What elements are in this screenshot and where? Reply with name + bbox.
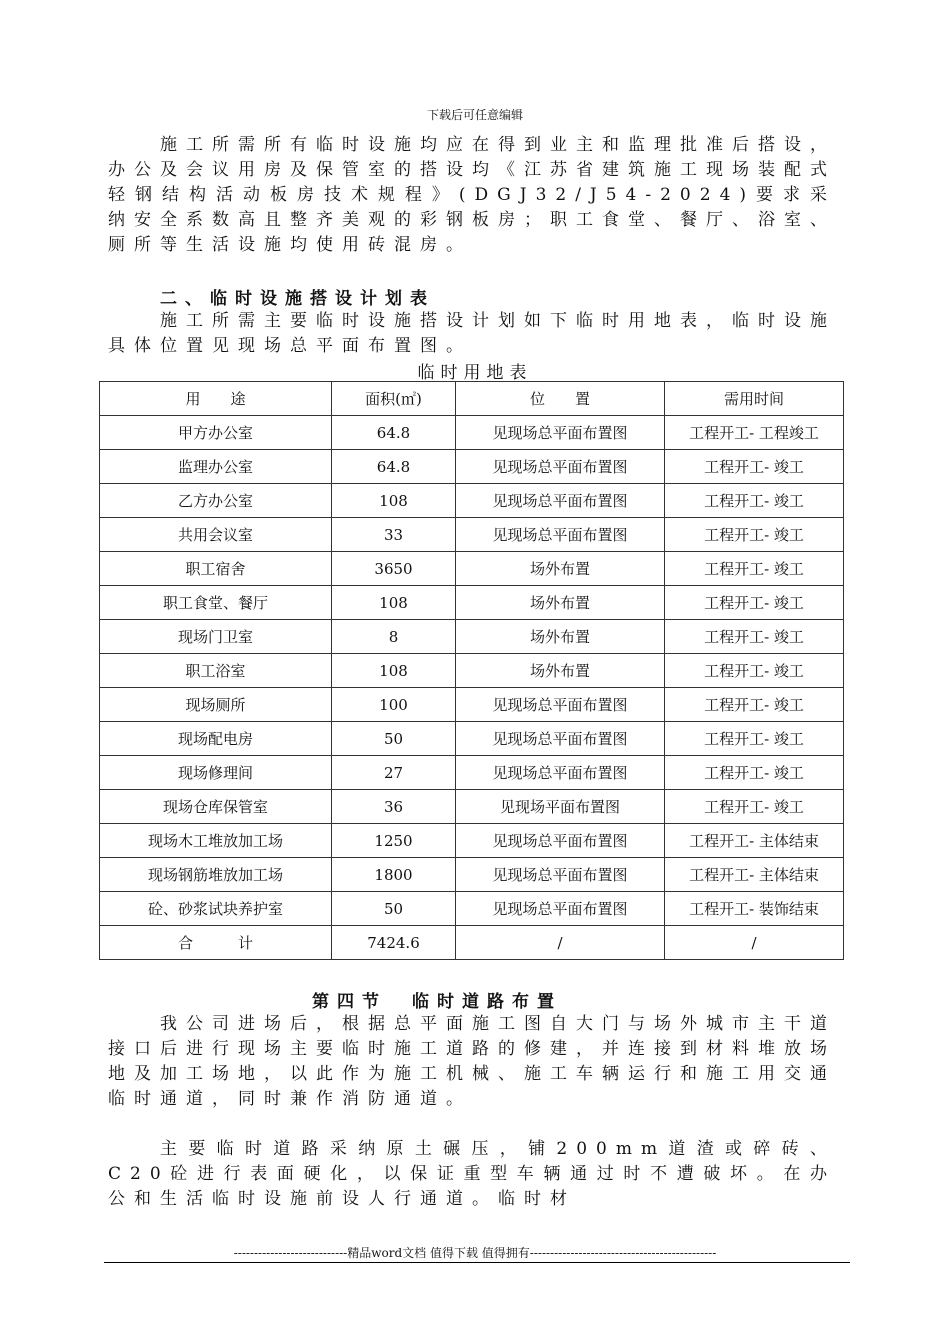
cell-purpose: 现场门卫室 [100,620,332,654]
cell-location: 见现场总平面布置图 [456,416,665,450]
cell-time: 工程开工- 主体结束 [665,858,844,892]
cell-time: 工程开工- 竣工 [665,450,844,484]
table-row [100,518,844,552]
table-row [100,892,844,926]
cell-location: 见现场总平面布置图 [456,858,665,892]
cell-time: 工程开工- 工程竣工 [665,416,844,450]
cell-purpose: 职工浴室 [100,654,332,688]
cell-purpose: 职工食堂、餐厅 [100,586,332,620]
cell-area: 36 [332,790,456,824]
cell-location: 见现场总平面布置图 [456,892,665,926]
table-caption: 临时用地表 [417,363,533,383]
table-row [100,450,844,484]
cell-location: 见现场总平面布置图 [456,824,665,858]
cell-purpose: 甲方办公室 [100,416,332,450]
cell-purpose: 乙方办公室 [100,484,332,518]
total-label: 合 计 [100,926,332,960]
table-header-row [100,382,844,416]
cell-time: 工程开工- 竣工 [665,722,844,756]
cell-location: 见现场平面布置图 [456,790,665,824]
paragraph-temporary-facilities: 施工所需所有临时设施均应在得到业主和监理批准后搭设，办公及会议用房及保管室的搭设均《江苏省建筑施工现场装配式轻钢结构活动板房技术规程》(DGJ32/J54-2024)要求采纳安全系数高且整齐美观的彩钢板房；职工食堂、餐厅、浴室、厕所等生活设施均使用砖混房。 [108,135,836,255]
cell-purpose: 砼、砂浆试块养护室 [100,892,332,926]
cell-purpose: 共用会议室 [100,518,332,552]
table-row [100,620,844,654]
cell-location: 见现场总平面布置图 [456,722,665,756]
cell-purpose: 现场钢筋堆放加工场 [100,858,332,892]
cell-area: 64.8 [332,450,456,484]
cell-purpose: 现场配电房 [100,722,332,756]
cell-area: 33 [332,518,456,552]
cell-location: 见现场总平面布置图 [456,450,665,484]
cell-location: 场外布置 [456,620,665,654]
cell-location: 见现场总平面布置图 [456,518,665,552]
cell-purpose: 现场木工堆放加工场 [100,824,332,858]
cell-purpose: 现场修理间 [100,756,332,790]
cell-time: 工程开工- 竣工 [665,484,844,518]
cell-time: 工程开工- 竣工 [665,552,844,586]
cell-area: 50 [332,892,456,926]
table-row [100,688,844,722]
cell-area: 64.8 [332,416,456,450]
paragraph-plan-intro: 施工所需主要临时设施搭设计划如下临时用地表，临时设施具体位置见现场总平面布置图。 [108,311,836,356]
cell-time: 工程开工- 竣工 [665,518,844,552]
total-area: 7424.6 [332,926,456,960]
table-row [100,790,844,824]
header-note: 下载后可任意编辑 [426,108,523,122]
table-row [100,824,844,858]
table-row [100,722,844,756]
total-time: / [665,926,844,960]
table-row [100,586,844,620]
table-row [100,552,844,586]
cell-purpose: 现场仓库保管室 [100,790,332,824]
land-use-table [99,381,844,960]
table-row [100,654,844,688]
cell-time: 工程开工- 主体结束 [665,824,844,858]
cell-area: 3650 [332,552,456,586]
cell-location: 场外布置 [456,552,665,586]
footer-text: ----------------------------精品word文档 值得下载 值得拥有---------------------------------------------- [233,1246,717,1260]
cell-area: 108 [332,654,456,688]
footer-rule [104,1262,850,1263]
cell-time: 工程开工- 竣工 [665,586,844,620]
cell-time: 工程开工- 竣工 [665,756,844,790]
table-row [100,756,844,790]
header-time: 需用时间 [665,382,844,416]
cell-area: 100 [332,688,456,722]
cell-area: 50 [332,722,456,756]
cell-area: 108 [332,484,456,518]
header-area: 面积(㎡) [332,382,456,416]
cell-location: 见现场总平面布置图 [456,688,665,722]
cell-purpose: 职工宿舍 [100,552,332,586]
header-location: 位 置 [456,382,665,416]
table-row [100,416,844,450]
section-heading-plan-table: 二、临时设施搭设计划表 [160,289,435,309]
cell-area: 8 [332,620,456,654]
cell-time: 工程开工- 竣工 [665,654,844,688]
cell-location: 见现场总平面布置图 [456,484,665,518]
paragraph-road-surface: 主要临时道路采纳原土碾压，铺200mm道渣或碎砖、C20砼进行表面硬化，以保证重型车辆通过时不遭破坏。在办公和生活临时设施前设人行通道。临时材 [108,1139,836,1209]
cell-area: 1800 [332,858,456,892]
table-row [100,484,844,518]
total-location: / [456,926,665,960]
cell-time: 工程开工- 装饰结束 [665,892,844,926]
cell-location: 场外布置 [456,654,665,688]
cell-time: 工程开工- 竣工 [665,790,844,824]
cell-purpose: 监理办公室 [100,450,332,484]
cell-time: 工程开工- 竣工 [665,620,844,654]
cell-area: 108 [332,586,456,620]
table-total-row [100,926,844,960]
table-row [100,858,844,892]
cell-area: 1250 [332,824,456,858]
cell-location: 场外布置 [456,586,665,620]
cell-purpose: 现场厕所 [100,688,332,722]
section-heading-temporary-roads: 第四节 临时道路布置 [312,992,562,1012]
cell-time: 工程开工- 竣工 [665,688,844,722]
cell-location: 见现场总平面布置图 [456,756,665,790]
cell-area: 27 [332,756,456,790]
paragraph-road-construction: 我公司进场后，根据总平面施工图自大门与场外城市主干道接口后进行现场主要临时施工道路的修建，并连接到材料堆放场地及加工场地，以此作为施工机械、施工车辆运行和施工用交通临时通道，同时兼作消防通道。 [108,1014,836,1109]
header-purpose: 用 途 [100,382,332,416]
